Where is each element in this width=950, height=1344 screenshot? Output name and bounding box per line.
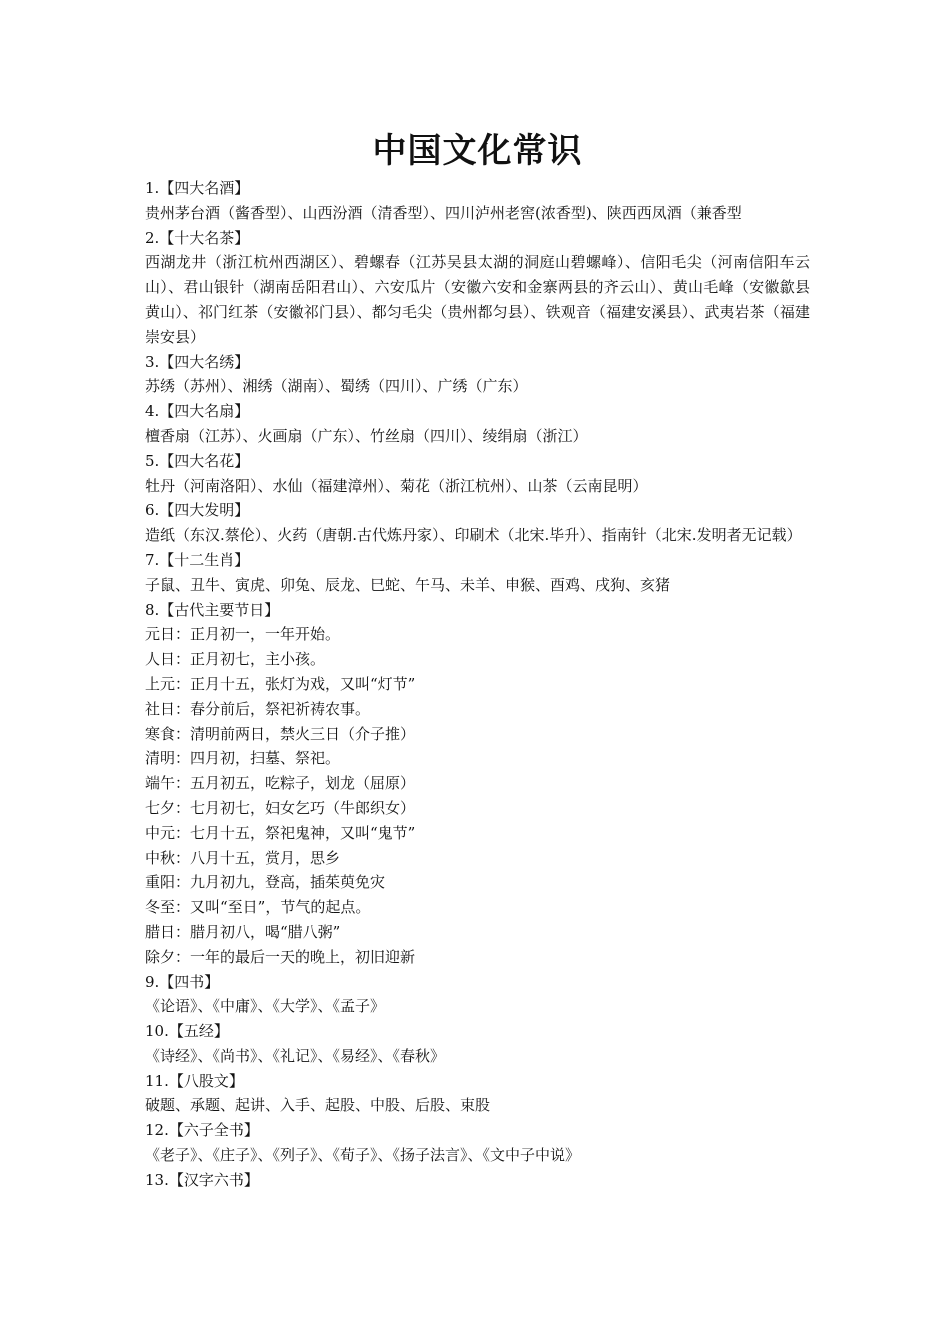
- section-heading: 8.【古代主要节日】: [145, 600, 280, 619]
- festival-line: 寒食：清明前两日，禁火三日（介子推）: [145, 724, 416, 743]
- section-heading: 1.【四大名酒】: [145, 179, 250, 197]
- section-body: 破题、承题、起讲、入手、起股、中股、后股、束股: [145, 1096, 491, 1115]
- festival-line: 中元：七月十五，祭祀鬼神，又叫“鬼节”: [145, 823, 416, 842]
- festival-line: 元日：正月初一，一年开始。: [145, 625, 341, 644]
- section-body: 《诗经》、《尚书》、《礼记》、《易经》、《春秋》: [145, 1046, 446, 1065]
- section-body: 西湖龙井（浙江杭州西湖区）、碧螺春（江苏吴县太湖的洞庭山碧螺峰）、信阳毛尖（河南信阳车云山）、君山银针（湖南岳阳君山）、六安瓜片（安徽六安和金寨两县的齐云山）、黄山毛峰（安徽歙县黄山）、祁门红茶（安徽祁门县）、都匀毛尖（贵州都匀县）、铁观音（福建安溪县）、武夷岩茶（福建崇安县）: [145, 253, 810, 346]
- festival-line: 中秋：八月十五，赏月，思乡: [145, 848, 341, 867]
- document-page: [145, 128, 810, 1193]
- section-body: 苏绣（苏州）、湘绣（湖南）、蜀绣（四川）、广绣（广东）: [145, 377, 528, 396]
- section-body: 《老子》、《庄子》、《列子》、《荀子》、《扬子法言》、《文中子中说》: [145, 1146, 581, 1165]
- festival-line: 七夕：七月初七，妇女乞巧（牛郎织女）: [145, 798, 416, 817]
- section-heading: 13.【汉字六书】: [145, 1170, 259, 1189]
- section-heading: 6.【四大发明】: [145, 501, 250, 520]
- section-heading: 11.【八股文】: [145, 1071, 244, 1090]
- festival-line: 腊日：腊月初八，喝“腊八粥”: [145, 922, 341, 941]
- section-heading: 4.【四大名扇】: [145, 402, 250, 421]
- festival-line: 冬至：又叫“至日”，节气的起点。: [145, 898, 371, 917]
- festival-line: 上元：正月十五，张灯为戏，又叫“灯节”: [145, 674, 416, 693]
- section-heading: 7.【十二生肖】: [145, 550, 250, 569]
- section-body: 牡丹（河南洛阳）、水仙（福建漳州）、菊花（浙江杭州）、山茶（云南昆明）: [145, 476, 648, 495]
- section-body: 贵州茅台酒（酱香型）、山西汾酒（清香型）、四川泸州老窖(浓香型)、陕西西凤酒（兼香型: [145, 203, 742, 222]
- festival-line: 端午：五月初五，吃粽子，划龙（屈原）: [145, 774, 416, 793]
- section-heading: 3.【四大名绣】: [145, 352, 250, 371]
- page-title: 中国文化常识: [372, 131, 583, 171]
- section-body: 造纸（东汉.蔡伦）、火药（唐朝.古代炼丹家）、印刷术（北宋.毕升）、指南针（北宋.发明者无记载）: [145, 526, 802, 545]
- festival-line: 清明：四月初，扫墓、祭祀。: [145, 749, 341, 768]
- section-body: 《论语》、《中庸》、《大学》、《孟子》: [145, 997, 386, 1016]
- festival-line: 社日：春分前后，祭祀祈祷农事。: [145, 699, 371, 718]
- section-heading: 2.【十大名茶】: [145, 228, 250, 247]
- section-body: 子鼠、丑牛、寅虎、卯兔、辰龙、巳蛇、午马、未羊、申猴、酉鸡、戌狗、亥猪: [145, 575, 671, 594]
- festival-line: 除夕：一年的最后一天的晚上，初旧迎新: [145, 947, 416, 966]
- festival-line: 重阳：九月初九，登高，插茱萸免灾: [145, 873, 386, 892]
- section-heading: 10.【五经】: [145, 1022, 229, 1041]
- section-heading: 5.【四大名花】: [145, 451, 250, 470]
- festival-line: 人日：正月初七，主小孩。: [145, 650, 326, 669]
- section-heading: 9.【四书】: [145, 972, 220, 991]
- section-heading: 12.【六子全书】: [145, 1121, 259, 1140]
- section-body: 檀香扇（江苏）、火画扇（广东）、竹丝扇（四川）、绫绢扇（浙江）: [145, 426, 588, 445]
